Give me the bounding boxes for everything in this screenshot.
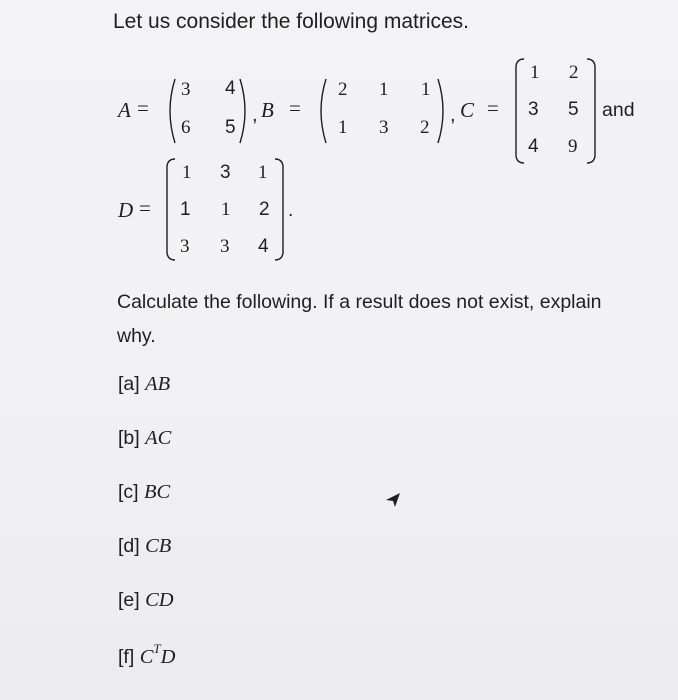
part-f-tag: [f] bbox=[118, 645, 135, 668]
matrix-a-cell: 3 bbox=[181, 79, 191, 100]
matrix-b-comma: , bbox=[450, 104, 456, 126]
matrix-d-period: . bbox=[288, 200, 294, 221]
matrix-d-label: D bbox=[118, 198, 134, 222]
matrix-b-label: B bbox=[261, 98, 274, 122]
part-b bbox=[118, 427, 171, 450]
matrix-a-right-bracket bbox=[238, 78, 252, 144]
matrix-b-cell: 2 bbox=[338, 79, 348, 100]
matrix-c-equals: = bbox=[487, 96, 499, 120]
part-c bbox=[118, 481, 170, 504]
matrix-d-cell: 1 bbox=[180, 199, 191, 220]
part-d bbox=[118, 535, 171, 558]
matrix-d-left-bracket bbox=[163, 158, 177, 261]
part-e-tag: [e] bbox=[118, 589, 140, 611]
matrix-b-cell: 1 bbox=[421, 79, 431, 100]
matrix-a-cell: 6 bbox=[181, 117, 191, 138]
part-a-tag: [a] bbox=[118, 373, 140, 395]
matrix-a-left-bracket bbox=[163, 78, 177, 144]
matrix-b-right-bracket bbox=[436, 78, 450, 144]
part-f-superscript: T bbox=[153, 641, 161, 656]
matrix-b-cell: 1 bbox=[338, 117, 348, 138]
matrix-d-cell: 3 bbox=[220, 236, 230, 257]
part-c-tag: [c] bbox=[118, 481, 139, 503]
and-text: and bbox=[602, 99, 635, 121]
matrix-b-cell: 3 bbox=[379, 117, 389, 138]
part-a-expr: AB bbox=[145, 373, 171, 395]
matrix-d-cell: 1 bbox=[258, 162, 268, 183]
part-f bbox=[118, 643, 175, 669]
part-e bbox=[118, 589, 174, 612]
part-e-expr: CD bbox=[145, 589, 174, 611]
matrix-c-cell: 4 bbox=[528, 136, 539, 157]
matrix-c-right-bracket bbox=[585, 58, 599, 164]
matrix-d-cell: 1 bbox=[221, 199, 231, 220]
mouse-cursor-icon bbox=[385, 492, 401, 508]
matrix-a-cell: 4 bbox=[225, 78, 236, 99]
intro-text: Let us consider the following matrices. bbox=[113, 10, 470, 33]
part-d-tag: [d] bbox=[118, 535, 140, 557]
matrix-c-cell: 3 bbox=[528, 99, 539, 120]
matrix-d-equals: = bbox=[139, 196, 151, 220]
matrix-d-cell: 3 bbox=[180, 236, 190, 257]
part-f-expr: $C^TD$ bbox=[139, 641, 176, 668]
matrix-b-equals: = bbox=[289, 96, 301, 120]
matrix-a-comma: , bbox=[252, 104, 258, 126]
matrix-c-left-bracket bbox=[512, 58, 526, 164]
matrix-c-label: C bbox=[460, 98, 475, 122]
matrix-d-cell: 3 bbox=[220, 162, 231, 183]
matrix-d-cell: 4 bbox=[258, 236, 269, 257]
matrix-b-cell: 2 bbox=[420, 117, 430, 138]
matrix-a-label: A bbox=[118, 98, 131, 122]
matrix-b-left-bracket bbox=[314, 78, 328, 144]
matrix-c-cell: 5 bbox=[568, 99, 579, 120]
part-a bbox=[118, 373, 170, 396]
part-b-tag: [b] bbox=[118, 427, 140, 449]
matrix-d-right-bracket bbox=[273, 158, 287, 261]
part-c-expr: BC bbox=[144, 481, 171, 503]
matrix-a-cell: 5 bbox=[225, 117, 236, 138]
matrix-b-cell: 1 bbox=[379, 79, 389, 100]
question-text: Calculate the following. If a result does not exist, explain why. bbox=[117, 291, 602, 347]
matrix-a-equals: = bbox=[137, 96, 149, 120]
matrix-d-cell: 2 bbox=[259, 199, 270, 220]
matrix-c-cell: 9 bbox=[568, 136, 578, 157]
matrix-c-cell: 1 bbox=[530, 62, 540, 83]
matrix-d-cell: 1 bbox=[182, 162, 192, 183]
part-b-expr: AC bbox=[145, 427, 172, 449]
matrix-c-cell: 2 bbox=[569, 62, 579, 83]
part-d-expr: CB bbox=[145, 535, 172, 557]
